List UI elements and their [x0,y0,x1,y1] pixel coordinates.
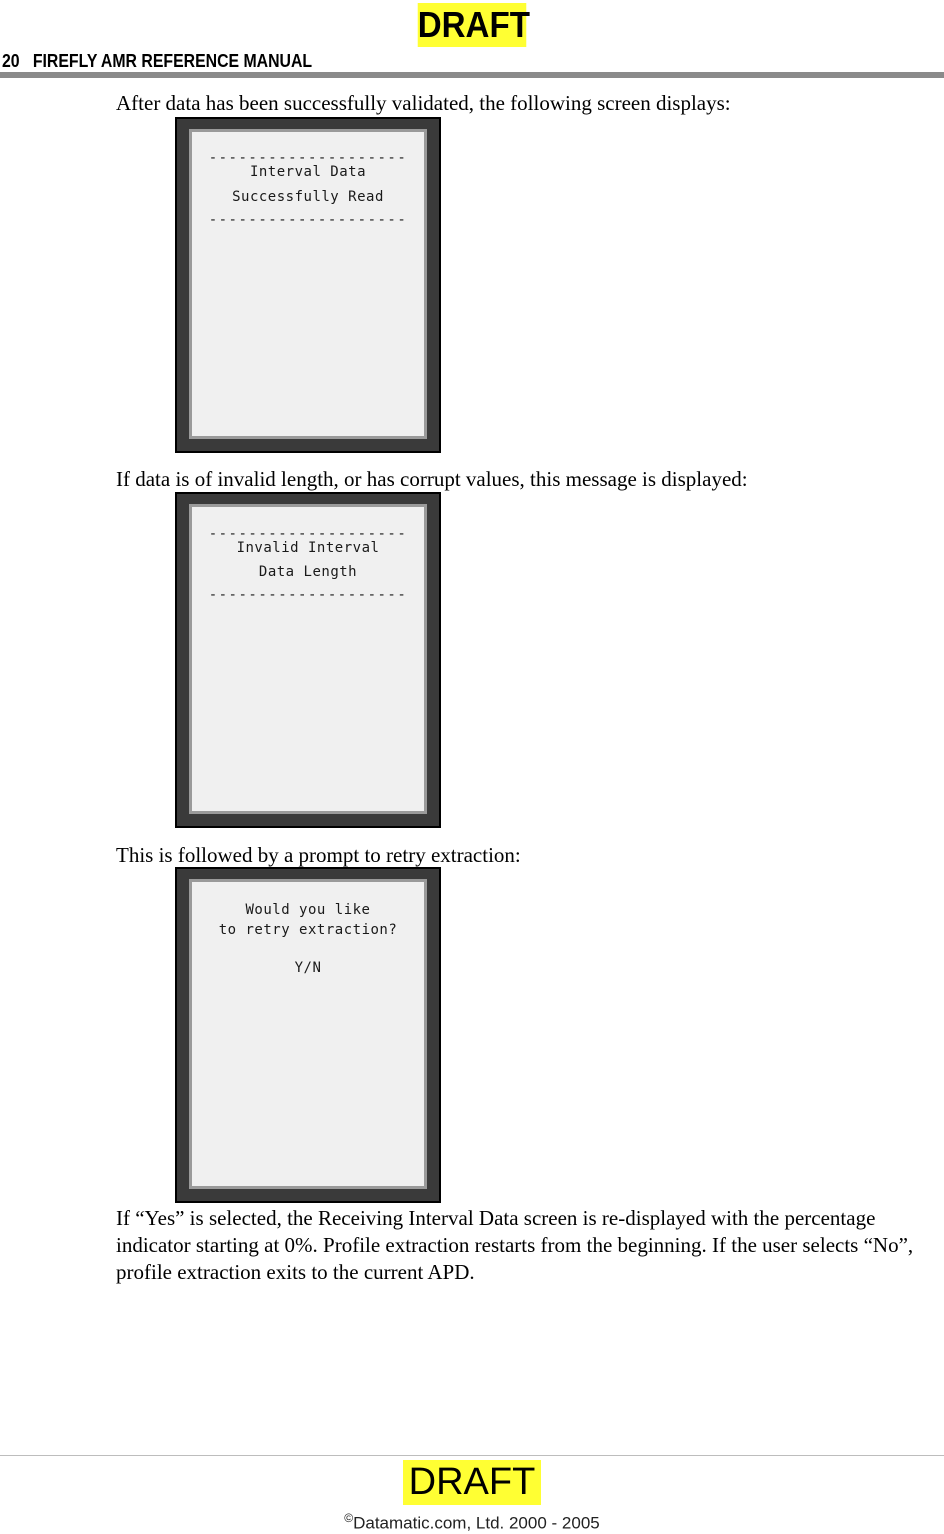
paragraph-retry-intro: This is followed by a prompt to retry extraction: [116,843,521,867]
lcd-rule-bottom: -------------------- [208,587,408,603]
manual-title: FIREFLY AMR REFERENCE MANUAL [32,51,313,71]
paragraph-retry-outcome: If “Yes” is selected, the Receiving Interval Data screen is re-displayed with the percentage indicator starting at 0%. Profile extraction restarts from the beginning. If the user selects “No”, profile extraction exits to the current APD. [116,1206,914,1284]
copyright-text: Datamatic.com, Ltd. 2000 - 2005 [353,1513,600,1533]
lcd-line-3: Y/N [294,960,322,976]
page-number: 20 [2,51,20,71]
footer-rule [0,1455,944,1456]
running-header [2,50,312,72]
device-screen-invalid [175,492,441,828]
lcd-line-1: Invalid Interval [236,540,380,556]
lcd-display [189,879,427,1189]
lcd-rule-bottom: -------------------- [208,212,408,228]
lcd-line-2: to retry extraction? [218,922,398,938]
copyright-symbol: © [344,1511,354,1525]
lcd-rule-top: -------------------- [208,150,408,166]
lcd-line-1: Interval Data [249,164,367,180]
lcd-display [189,129,427,439]
copyright-notice [0,1508,944,1534]
paragraph-invalid-intro: If data is of invalid length, or has corrupt values, this message is displayed: [116,467,748,491]
draft-watermark-bottom: DRAFT [403,1460,541,1505]
lcd-line-2: Successfully Read [232,189,384,205]
device-screen-retry [175,867,441,1203]
lcd-rule-top: -------------------- [208,526,408,542]
draft-watermark-top: DRAFT [417,4,530,45]
lcd-display [189,504,427,814]
device-screen-success [175,117,441,453]
paragraph-success-intro: After data has been successfully validated, the following screen displays: [116,91,731,115]
lcd-line-1: Would you like [245,902,371,918]
lcd-line-2: Data Length [258,564,358,580]
header-rule [0,72,944,78]
